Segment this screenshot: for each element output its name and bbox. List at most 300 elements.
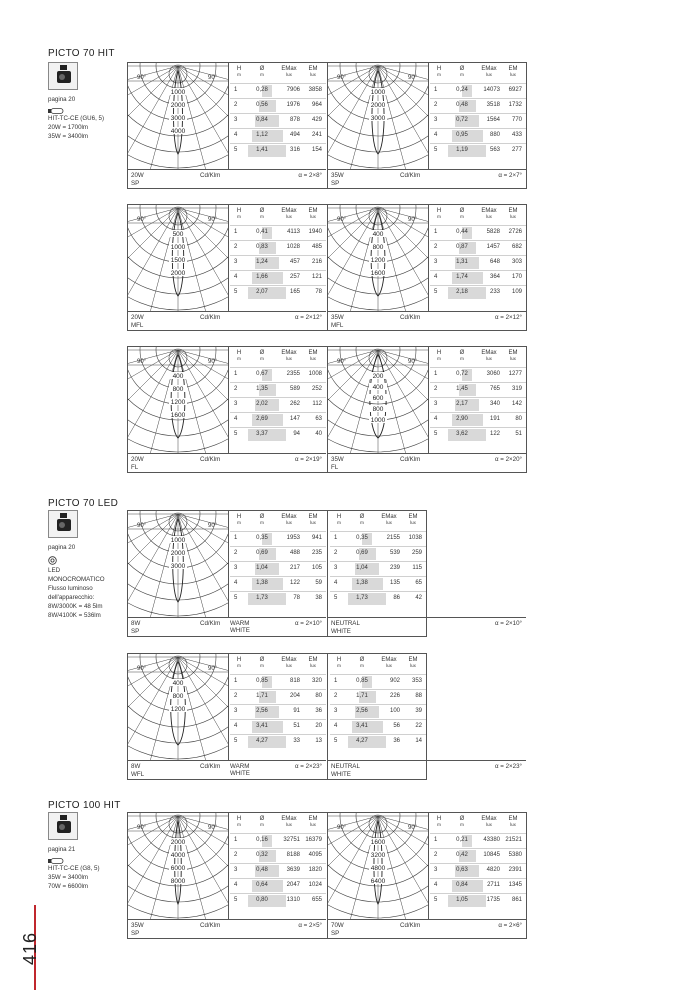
table-cell: 1,38 — [356, 580, 368, 586]
table-cell: 3 — [234, 117, 238, 123]
angle-label-left: 90° — [137, 217, 147, 223]
footer-label: WHITE — [230, 770, 250, 777]
header-unit-emax: lux — [386, 520, 392, 525]
table-cell: 655 — [311, 897, 322, 903]
table-cell: 1732 — [508, 102, 522, 108]
table-cell: 51 — [515, 431, 522, 437]
panel-divider — [327, 654, 328, 780]
header-h: H — [336, 514, 342, 520]
table-header — [230, 816, 326, 830]
table-cell: 121 — [311, 274, 322, 280]
table-cell: 36 — [393, 738, 400, 744]
table-cell: 964 — [311, 102, 322, 108]
header-d: Ø — [259, 208, 265, 214]
product-specs — [48, 96, 123, 142]
photometric-table — [430, 205, 526, 311]
ring-value-label: 800 — [172, 693, 184, 700]
table-cell: 0,85 — [356, 678, 368, 684]
spec-line: 35W = 3400lm — [48, 132, 89, 140]
grid-radial — [378, 350, 428, 453]
grid-radial — [128, 66, 178, 102]
header-unit-em: lux — [310, 72, 316, 77]
table-cell: 3,62 — [456, 431, 468, 437]
table-cell: 259 — [411, 550, 422, 556]
ring-value-label: 3000 — [370, 115, 386, 122]
header-emax: EMax — [281, 514, 297, 520]
ring-value-label: 1200 — [170, 706, 186, 713]
header-unit-em: lux — [510, 214, 516, 219]
grid-radial — [328, 816, 378, 852]
table-cell: 204 — [289, 693, 300, 699]
product-title: PICTO 70 LED — [48, 498, 119, 509]
header-unit-emax: lux — [486, 72, 492, 77]
header-unit-h: m — [337, 520, 341, 525]
table-row — [430, 878, 526, 892]
header-emax: EMax — [281, 816, 297, 822]
table-cell: 0,87 — [456, 244, 468, 250]
ring-value-label: 6400 — [370, 878, 386, 885]
angle-label-left: 90° — [137, 359, 147, 365]
beam-angle-label: α = 2×23° — [294, 763, 322, 770]
table-cell: 3639 — [286, 867, 300, 873]
polar-svg — [328, 347, 428, 453]
header-unit-h: m — [437, 72, 441, 77]
header-unit-emax: lux — [286, 72, 292, 77]
table-row — [430, 240, 526, 254]
polar-diagram — [128, 347, 228, 453]
table-cell: 14 — [415, 738, 422, 744]
grid-radial — [128, 350, 178, 386]
table-cell: 1,24 — [256, 259, 268, 265]
table-cell: 6927 — [508, 87, 522, 93]
spec-line: HIT-TC-CE (GU6, 5) — [48, 114, 105, 122]
lamp-icon — [48, 858, 64, 864]
angle-label-left: 90° — [137, 825, 147, 831]
photometric-table — [230, 347, 326, 453]
table-row — [430, 285, 526, 299]
table-cell: 303 — [511, 259, 522, 265]
spec-line: HIT-TC-CE (G8, 5) — [48, 864, 100, 872]
table-cell: 4 — [234, 882, 238, 888]
photometric-panel — [128, 511, 328, 635]
cd-klm-label: Cd/Klm — [200, 620, 221, 627]
polar-diagram — [128, 205, 228, 311]
table-cell: 316 — [289, 147, 300, 153]
photometric-table — [230, 63, 326, 169]
product-thumbnail — [48, 812, 78, 840]
table-row — [430, 255, 526, 269]
table-cell: 1,45 — [456, 386, 468, 392]
table-cell: 0,69 — [356, 550, 368, 556]
table-row — [230, 561, 326, 575]
panel-footer — [328, 760, 526, 780]
table-cell: 1,74 — [456, 274, 468, 280]
header-h: H — [236, 657, 242, 663]
table-cell: 2 — [234, 102, 238, 108]
table-cell: 0,83 — [256, 244, 268, 250]
footer-label: SP — [331, 179, 340, 187]
table-header — [230, 657, 326, 671]
table-cell: 3 — [434, 117, 438, 123]
table-cell: 239 — [389, 565, 400, 571]
table-cell: 0,21 — [456, 837, 468, 843]
footer-label: 20W — [131, 456, 144, 463]
table-cell: 1,04 — [256, 565, 268, 571]
table-row — [430, 98, 526, 112]
panel-footer — [128, 617, 326, 637]
header-em: EM — [508, 208, 518, 214]
color-temp-label — [230, 763, 250, 777]
polar-diagram — [128, 654, 228, 760]
angle-label-left: 90° — [137, 523, 147, 529]
cd-klm-label: Cd/Klm — [200, 314, 221, 321]
header-d: Ø — [259, 657, 265, 663]
table-row — [230, 689, 326, 703]
beam-angle-label: α = 2×10° — [494, 620, 522, 627]
table-cell: 5 — [234, 897, 238, 903]
table-cell: 485 — [311, 244, 322, 250]
table-row — [430, 128, 526, 142]
table-row — [230, 143, 326, 157]
polar-svg — [128, 813, 228, 919]
table-cell: 4,27 — [356, 738, 368, 744]
table-cell: 1 — [434, 229, 438, 235]
ring-value-label: 1200 — [370, 257, 386, 264]
angle-label-left: 90° — [337, 75, 347, 81]
ring-value-label: 1200 — [170, 399, 186, 406]
table-row — [330, 531, 426, 545]
photometric-block — [127, 653, 522, 780]
table-cell: 0,84 — [456, 882, 468, 888]
ring-value-label: 1000 — [370, 89, 386, 96]
table-cell: 59 — [315, 580, 322, 586]
grid-radial — [178, 514, 228, 550]
header-unit-em: lux — [510, 822, 516, 827]
footer-label: 35W — [331, 314, 344, 321]
divider — [428, 205, 429, 311]
table-row — [430, 833, 526, 847]
header-unit-h: m — [437, 356, 441, 361]
photometric-table — [230, 654, 326, 760]
table-cell: 488 — [289, 550, 300, 556]
header-unit-h: m — [437, 822, 441, 827]
ring-value-label: 3200 — [370, 852, 386, 859]
footer-label: 35W — [331, 456, 344, 463]
header-emax: EMax — [481, 208, 497, 214]
footer-label: SP — [131, 179, 140, 187]
cd-klm-label: Cd/Klm — [200, 922, 221, 929]
table-row — [230, 270, 326, 284]
table-cell: 648 — [489, 259, 500, 265]
header-unit-em: lux — [310, 520, 316, 525]
table-cell: 1940 — [308, 229, 322, 235]
ring-value-label: 1500 — [170, 257, 186, 264]
spec-line: 70W = 6600lm — [48, 882, 89, 890]
table-cell: 941 — [311, 535, 322, 541]
table-header — [230, 350, 326, 364]
table-cell: 0,48 — [456, 102, 468, 108]
table-cell: 36 — [315, 708, 322, 714]
table-cell: 5380 — [508, 852, 522, 858]
table-cell: 80 — [315, 693, 322, 699]
header-d: Ø — [259, 514, 265, 520]
table-row — [430, 367, 526, 381]
polar-svg — [328, 813, 428, 919]
divider — [228, 347, 229, 453]
table-cell: 4 — [234, 132, 238, 138]
table-cell: 3 — [434, 259, 438, 265]
panel-footer — [128, 919, 326, 939]
header-unit-d: m — [260, 214, 264, 219]
header-unit-emax: lux — [286, 214, 292, 219]
header-emax: EMax — [281, 657, 297, 663]
polar-diagram — [328, 347, 428, 453]
table-cell: 1038 — [408, 535, 422, 541]
table-cell: 63 — [315, 416, 322, 422]
divider — [228, 511, 229, 617]
panel-divider — [327, 347, 328, 473]
table-cell: 563 — [489, 147, 500, 153]
header-unit-emax: lux — [286, 356, 292, 361]
table-row — [330, 734, 426, 748]
table-cell: 4 — [434, 882, 438, 888]
header-unit-d: m — [260, 520, 264, 525]
table-cell: 112 — [312, 401, 322, 407]
footer-label: 8W — [131, 620, 141, 627]
beam-angle-label: α = 2×23° — [494, 763, 522, 770]
footer-label: FL — [131, 463, 139, 471]
table-cell: 1008 — [308, 371, 322, 377]
panel-footer — [128, 453, 326, 473]
footer-label: WFL — [131, 770, 145, 778]
table-cell: 147 — [289, 416, 300, 422]
table-cell: 252 — [311, 386, 322, 392]
table-cell: 3 — [234, 401, 238, 407]
table-cell: 1,73 — [256, 595, 268, 601]
table-header — [430, 208, 526, 222]
spec-line: 35W = 3400lm — [48, 873, 89, 881]
ring-value-label: 4800 — [370, 865, 386, 872]
photometric-table — [330, 511, 426, 617]
table-cell: 43380 — [483, 837, 500, 843]
spec-line: 20W = 1700lm — [48, 123, 89, 131]
grid-radial — [128, 816, 178, 852]
product-thumbnail — [48, 510, 78, 538]
header-h: H — [436, 208, 442, 214]
table-row — [230, 576, 326, 590]
header-unit-d: m — [460, 72, 464, 77]
grid-radial — [328, 208, 378, 244]
table-cell: 2155 — [386, 535, 400, 541]
header-emax: EMax — [281, 350, 297, 356]
ring-value-label: 200 — [372, 373, 384, 380]
angle-label-left: 90° — [337, 825, 347, 831]
table-row — [330, 546, 426, 560]
table-header — [230, 514, 326, 528]
table-row — [230, 113, 326, 127]
footer-label: 20W — [131, 314, 144, 321]
photometric-table — [430, 63, 526, 169]
ring-value-label: 2000 — [370, 102, 386, 109]
divider — [428, 63, 429, 169]
table-cell: 1345 — [508, 882, 522, 888]
table-cell: 1,19 — [456, 147, 468, 153]
table-cell: 3,41 — [356, 723, 368, 729]
spec-line: dell'apparecchio: — [48, 593, 95, 601]
table-row — [430, 143, 526, 157]
ring-value-label: 400 — [172, 680, 184, 687]
footer-label: WHITE — [331, 770, 351, 778]
photometric-table — [330, 654, 426, 760]
panel-footer — [128, 169, 326, 189]
table-cell: 191 — [489, 416, 500, 422]
table-cell: 216 — [311, 259, 322, 265]
header-unit-d: m — [260, 72, 264, 77]
header-unit-emax: lux — [286, 663, 292, 668]
header-unit-h: m — [237, 214, 241, 219]
photometric-panel — [128, 813, 328, 937]
header-d: Ø — [459, 66, 465, 72]
table-cell: 38 — [315, 595, 322, 601]
grid-radial — [378, 816, 428, 852]
table-cell: 4 — [334, 580, 338, 586]
table-row — [230, 704, 326, 718]
ring-value-label: 400 — [372, 231, 384, 238]
wattage-beam — [331, 763, 360, 779]
header-d: Ø — [459, 350, 465, 356]
table-row — [230, 674, 326, 688]
table-cell: 340 — [489, 401, 500, 407]
header-unit-d: m — [460, 822, 464, 827]
ring-value-label: 2000 — [170, 270, 186, 277]
table-cell: 1,04 — [356, 565, 368, 571]
photometric-panel — [128, 654, 328, 778]
header-d: Ø — [459, 816, 465, 822]
table-cell: 2,18 — [456, 289, 468, 295]
footer-label: 70W — [331, 922, 344, 929]
cd-klm-label: Cd/Klm — [400, 314, 421, 321]
header-em: EM — [308, 657, 318, 663]
ring-value-label: 500 — [172, 231, 184, 238]
header-unit-em: lux — [310, 356, 316, 361]
ring-value-label: 8000 — [170, 878, 186, 885]
polar-svg — [128, 654, 228, 760]
table-cell: 109 — [511, 289, 522, 295]
footer-label: 8W — [131, 763, 141, 770]
table-cell: 1 — [434, 371, 438, 377]
wattage-beam — [131, 456, 144, 472]
table-row — [230, 427, 326, 441]
table-cell: 22 — [415, 723, 422, 729]
panel-footer — [328, 311, 526, 331]
table-cell: 5 — [234, 595, 238, 601]
table-cell: 1 — [234, 229, 238, 235]
header-unit-h: m — [237, 72, 241, 77]
grid-radial — [178, 66, 228, 102]
photometric-table — [230, 511, 326, 617]
table-cell: 4 — [234, 723, 238, 729]
table-row — [230, 878, 326, 892]
table-cell: 5828 — [486, 229, 500, 235]
ring-value-label: 800 — [372, 244, 384, 251]
table-cell: 0,63 — [456, 867, 468, 873]
table-cell: 429 — [311, 117, 322, 123]
table-cell: 0,48 — [256, 867, 268, 873]
angle-label-right: 90° — [408, 359, 418, 365]
table-row — [230, 719, 326, 733]
table-cell: 4 — [234, 580, 238, 586]
header-h: H — [336, 657, 342, 663]
table-cell: 818 — [289, 678, 300, 684]
header-em: EM — [508, 66, 518, 72]
wattage-beam — [131, 922, 144, 938]
color-temp-label — [230, 620, 250, 634]
table-cell: 2,02 — [256, 401, 268, 407]
table-row — [230, 531, 326, 545]
table-cell: 2,17 — [456, 401, 468, 407]
header-emax: EMax — [281, 66, 297, 72]
table-cell: 1 — [434, 87, 438, 93]
led-icon — [48, 556, 57, 565]
divider — [428, 813, 429, 919]
header-d: Ø — [259, 816, 265, 822]
table-cell: 364 — [489, 274, 500, 280]
table-row — [430, 397, 526, 411]
table-row — [430, 893, 526, 907]
table-cell: 56 — [393, 723, 400, 729]
table-cell: 2355 — [286, 371, 300, 377]
header-em: EM — [308, 514, 318, 520]
spec-line: pagina 20 — [48, 544, 76, 551]
table-cell: 2 — [334, 550, 338, 556]
beam-angle-label: α = 2×6° — [498, 922, 522, 929]
header-unit-h: m — [237, 520, 241, 525]
angle-label-right: 90° — [208, 217, 218, 223]
table-cell: 3858 — [308, 87, 322, 93]
table-cell: 0,35 — [356, 535, 368, 541]
header-unit-d: m — [260, 822, 264, 827]
header-unit-em: lux — [510, 72, 516, 77]
table-cell: 3 — [234, 867, 238, 873]
polar-diagram — [328, 813, 428, 919]
table-cell: 42 — [415, 595, 422, 601]
table-row — [430, 225, 526, 239]
beam-angle-label: α = 2×7° — [498, 172, 522, 179]
table-cell: 39 — [415, 708, 422, 714]
footer-label: WARM — [230, 620, 250, 627]
table-cell: 1,66 — [256, 274, 268, 280]
table-cell: 8188 — [286, 852, 300, 858]
ring-value-label: 3000 — [170, 115, 186, 122]
table-cell: 88 — [415, 693, 422, 699]
table-cell: 4095 — [308, 852, 322, 858]
table-cell: 262 — [289, 401, 300, 407]
ring-value-label: 1000 — [170, 89, 186, 96]
footer-label: 35W — [331, 172, 344, 179]
header-unit-h: m — [437, 214, 441, 219]
table-cell: 320 — [311, 678, 322, 684]
table-cell: 7906 — [286, 87, 300, 93]
grid-radial — [178, 208, 228, 244]
table-cell: 0,16 — [256, 837, 268, 843]
table-cell: 241 — [311, 132, 322, 138]
table-cell: 2047 — [286, 882, 300, 888]
panel-divider — [327, 813, 328, 939]
cd-klm-label: Cd/Klm — [400, 922, 421, 929]
photometric-table — [430, 347, 526, 453]
footer-label: WARM — [230, 763, 250, 770]
header-emax: EMax — [381, 657, 397, 663]
